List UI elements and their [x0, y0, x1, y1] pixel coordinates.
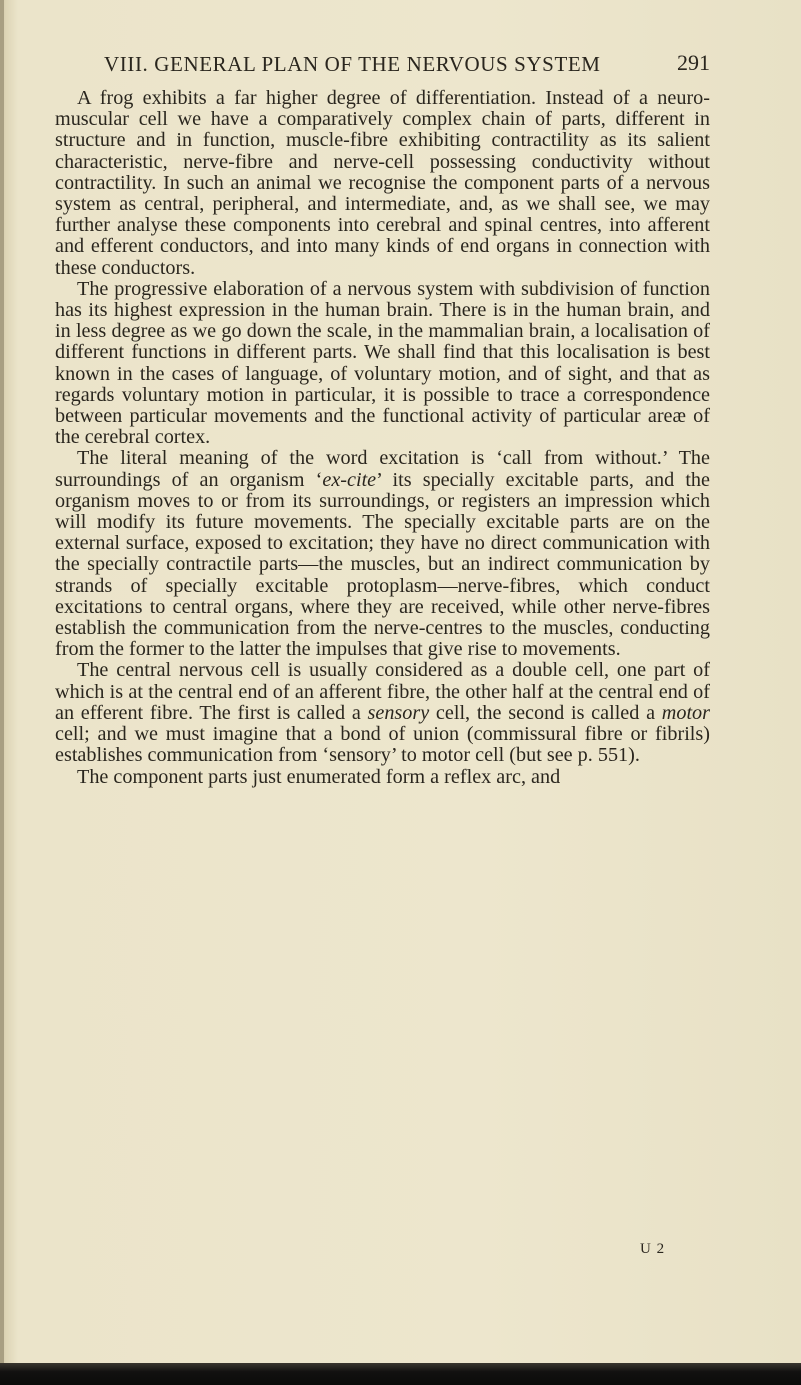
paragraph-3: [55, 448, 710, 660]
page-header: [104, 52, 710, 78]
running-head: VIII. GENERAL PLAN OF THE NERVOUS SYSTEM: [104, 52, 601, 76]
page-gutter-shadow: [0, 0, 4, 1385]
paragraph-1: A frog exhibits a far higher degree of differentiation. Instead of a neuro-muscular cell we have a comparatively complex chain of parts, different in structure and in function, muscle-fibre exhibiting contractility as its salient characteristic, nerve-fibre and nerve-cell possessing conductivity without contractility. In such an animal we recognise the component parts of a nervous system as central, peripheral, and intermediate, and, as we shall see, we may further analyse these components into cerebral and spinal centres, into afferent and efferent conductors, and into many kinds of end organs in connection with these conductors.: [55, 87, 710, 279]
body-text: [55, 88, 710, 788]
italic-motor: motor: [661, 701, 710, 724]
paragraph-3-part-2: ’ its specially excitable parts, and the organism moves to or from its surroundings, or registers an impression which will modify its future movements. The specially excitable parts are on the external surface, exposed to excitation; they have no direct communication with the specially contractile parts—the muscles, but an indirect communication by strands of specially excitable protoplasm—nerve-fibres, which conduct excitations to central organs, where they are received, while other nerve-fibres establish the communication from the nerve-centres to the muscles, conducting from the former to the latter the impulses that give rise to movements.: [55, 468, 710, 661]
paragraph-4-part-1: The central nervous cell is usually considered as a double cell, one part of which is at the central end of an afferent fibre, the other half at the central end of an efferent fibre. The first is called a: [55, 659, 710, 724]
signature-mark: U 2: [640, 1241, 666, 1257]
italic-sensory: sensory: [367, 701, 430, 724]
scan-bottom-edge: [0, 1363, 801, 1385]
paragraph-4: [55, 660, 710, 766]
italic-ex-cite: ex-cite: [322, 468, 377, 491]
paragraph-4-part-2: cell, the second is called a: [429, 701, 662, 724]
page-number: 291: [677, 50, 710, 75]
paragraph-2: The progressive elaboration of a nervous system with subdivision of function has its highest expression in the human brain. There is in the human brain, and in less degree as we go down the scale, in the mammalian brain, a localisation of different functions in different parts. We shall find that this localisation is best known in the cases of language, of voluntary motion, and of sight, and that as regards voluntary motion in particular, it is possible to trace a correspondence between particular movements and the functional activity of particular areæ of the cerebral cortex.: [55, 277, 710, 449]
paragraph-3-part-1: The literal meaning of the word excitation is ‘call from without.’ The surroundings of an organism ‘: [55, 447, 710, 491]
paragraph-5: The component parts just enumerated form a reflex arc, and: [77, 765, 561, 788]
paragraph-4-part-3: cell; and we must imagine that a bond of union (commissural fibre or fibrils) establishes communication from ‘sensory’ to motor cell (but see p. 551).: [55, 723, 710, 767]
